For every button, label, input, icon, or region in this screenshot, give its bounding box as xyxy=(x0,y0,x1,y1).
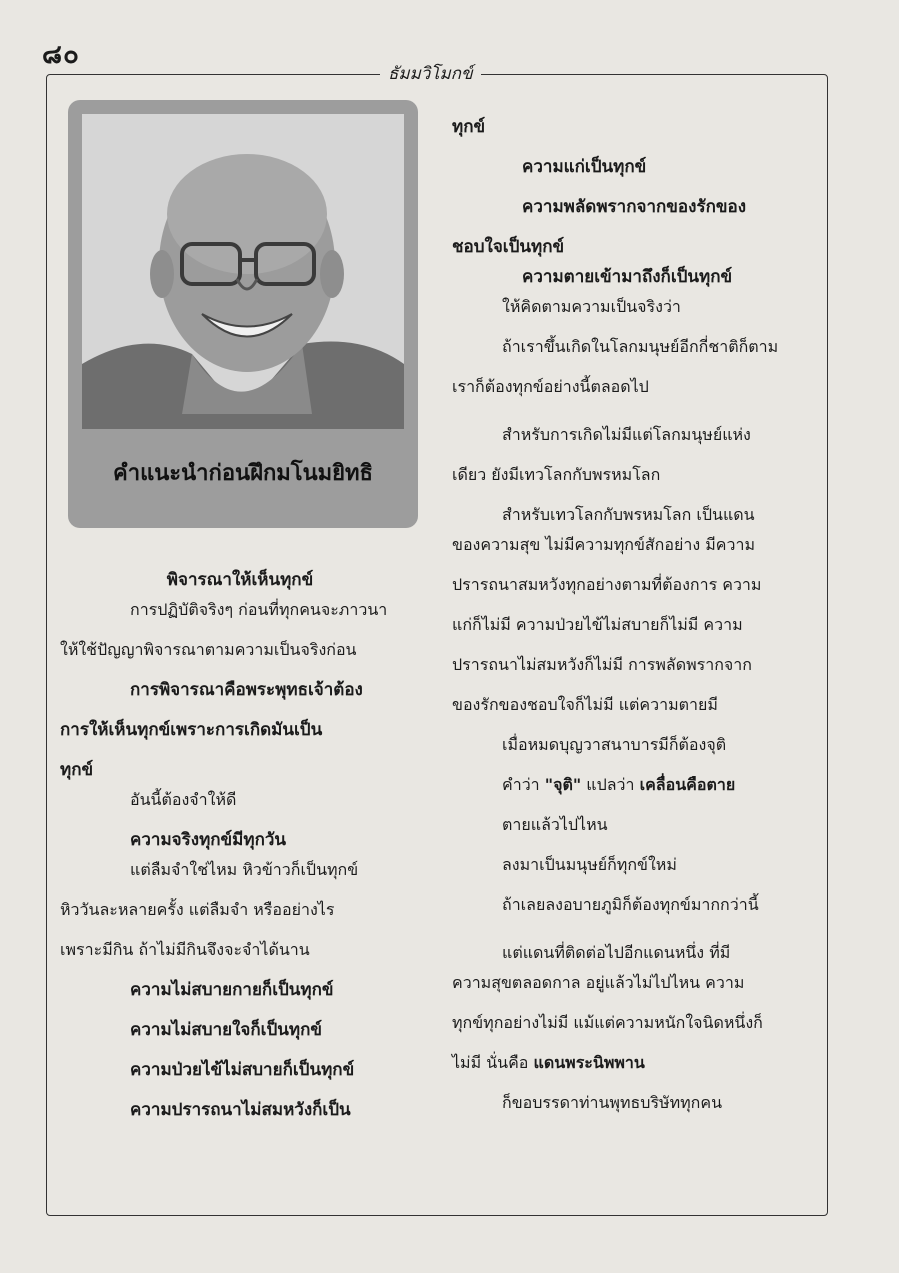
text-line xyxy=(452,1048,810,1078)
bold-text-line: การให้เห็นทุกข์เพราะการเกิดมันเป็น xyxy=(60,720,323,740)
text-line xyxy=(452,770,810,800)
inline-text: แปลว่า xyxy=(586,775,635,794)
inline-text: ไม่มี นั่นคือ xyxy=(452,1053,529,1072)
portrait-panel xyxy=(68,100,418,528)
inline-text: คำว่า xyxy=(502,775,540,794)
text-line: แต่ลืมจำใช่ไหม หิวข้าวก็เป็นทุกข์ xyxy=(130,860,359,879)
bold-text-line: ความพลัดพรากจากของรักของ xyxy=(522,197,746,217)
text-line: สำหรับเทวโลกกับพรหมโลก เป็นแดน xyxy=(502,505,755,524)
bold-text-line: ความแก่เป็นทุกข์ xyxy=(522,157,647,177)
bold-text-line: ความไม่สบายใจก็เป็นทุกข์ xyxy=(130,1020,322,1040)
text-line: ปรารถนาไม่สมหวังก็ไม่มี การพลัดพรากจาก xyxy=(452,655,752,674)
text-line: สำหรับการเกิดไม่มีแต่โลกมนุษย์แห่ง xyxy=(502,425,751,444)
running-header-title: ธัมมวิโมกข์ xyxy=(380,60,481,87)
left-text-column xyxy=(60,565,420,1125)
text-line: ก็ขอบรรดาท่านพุทธบริษัททุกคน xyxy=(502,1093,722,1112)
text-line: หิววันละหลายครั้ง แต่ลืมจำ หรืออย่างไร xyxy=(60,900,335,919)
text-line: ความสุขตลอดกาล อยู่แล้วไม่ไปไหน ความ xyxy=(452,973,745,992)
text-line: ให้ใช้ปัญญาพิจารณาตามความเป็นจริงก่อน xyxy=(60,640,357,659)
inline-bold-term: "จุติ" xyxy=(544,775,582,794)
text-line: แต่แดนที่ติดต่อไปอีกแดนหนึ่ง ที่มี xyxy=(502,943,731,962)
subheading: พิจารณาให้เห็นทุกข์ xyxy=(166,570,314,590)
inline-bold-term: แดนพระนิพพาน xyxy=(533,1053,645,1072)
section-title: คำแนะนำก่อนฝึกมโนมยิทธิ xyxy=(113,461,373,486)
text-line: ของความสุข ไม่มีความทุกข์สักอย่าง มีความ xyxy=(452,535,755,554)
inline-bold-term: เคลื่อนคือตาย xyxy=(639,775,736,794)
text-line: ให้คิดตามความเป็นจริงว่า xyxy=(502,297,681,316)
text-line: ลงมาเป็นมนุษย์ก็ทุกข์ใหม่ xyxy=(502,855,677,874)
text-line: เดียว ยังมีเทวโลกกับพรหมโลก xyxy=(452,465,661,484)
bold-text-line: การพิจารณาคือพระพุทธเจ้าต้อง xyxy=(130,680,363,700)
text-line: การปฏิบัติจริงๆ ก่อนที่ทุกคนจะภาวนา xyxy=(130,600,388,619)
text-line: เพราะมีกิน ถ้าไม่มีกินจึงจะจำได้นาน xyxy=(60,940,310,959)
bold-text-line: ความตายเข้ามาถึงก็เป็นทุกข์ xyxy=(522,267,733,287)
text-line: เราก็ต้องทุกข์อย่างนี้ตลอดไป xyxy=(452,377,649,396)
text-line: ทุกข์ทุกอย่างไม่มี แม้แต่ความหนักใจนิดหนึ่งก็ xyxy=(452,1013,763,1032)
text-line: อันนี้ต้องจำให้ดี xyxy=(130,790,237,809)
text-line: ถ้าเลยลงอบายภูมิก็ต้องทุกข์มากกว่านี้ xyxy=(502,895,759,914)
bold-text-line: ความไม่สบายกายก็เป็นทุกข์ xyxy=(130,980,334,1000)
text-line: ปรารถนาสมหวังทุกอย่างตามที่ต้องการ ความ xyxy=(452,575,762,594)
text-line: ตายแล้วไปไหน xyxy=(502,815,608,834)
subheading: ความจริงทุกข์มีทุกวัน xyxy=(130,830,287,850)
bold-text-line: ความป่วยไข้ไม่สบายก็เป็นทุกข์ xyxy=(130,1060,355,1080)
right-text-column xyxy=(452,112,810,1118)
text-line: เมื่อหมดบุญวาสนาบารมีก็ต้องจุติ xyxy=(502,735,727,754)
text-line: ถ้าเราขึ้นเกิดในโลกมนุษย์อีกกี่ชาติก็ตาม xyxy=(502,337,779,356)
bold-text-line: ชอบใจเป็นทุกข์ xyxy=(452,237,565,257)
bold-text-line: ทุกข์ xyxy=(452,117,486,137)
bold-text-line: ความปรารถนาไม่สมหวังก็เป็น xyxy=(130,1100,351,1120)
text-line: แก่ก็ไม่มี ความป่วยไข้ไม่สบายก็ไม่มี ความ xyxy=(452,615,743,634)
text-line: ของรักของชอบใจก็ไม่มี แต่ความตายมี xyxy=(452,695,718,714)
bold-text-line: ทุกข์ xyxy=(60,760,94,780)
page-number: ๘๐ xyxy=(42,40,80,70)
monk-portrait-image xyxy=(82,114,404,429)
